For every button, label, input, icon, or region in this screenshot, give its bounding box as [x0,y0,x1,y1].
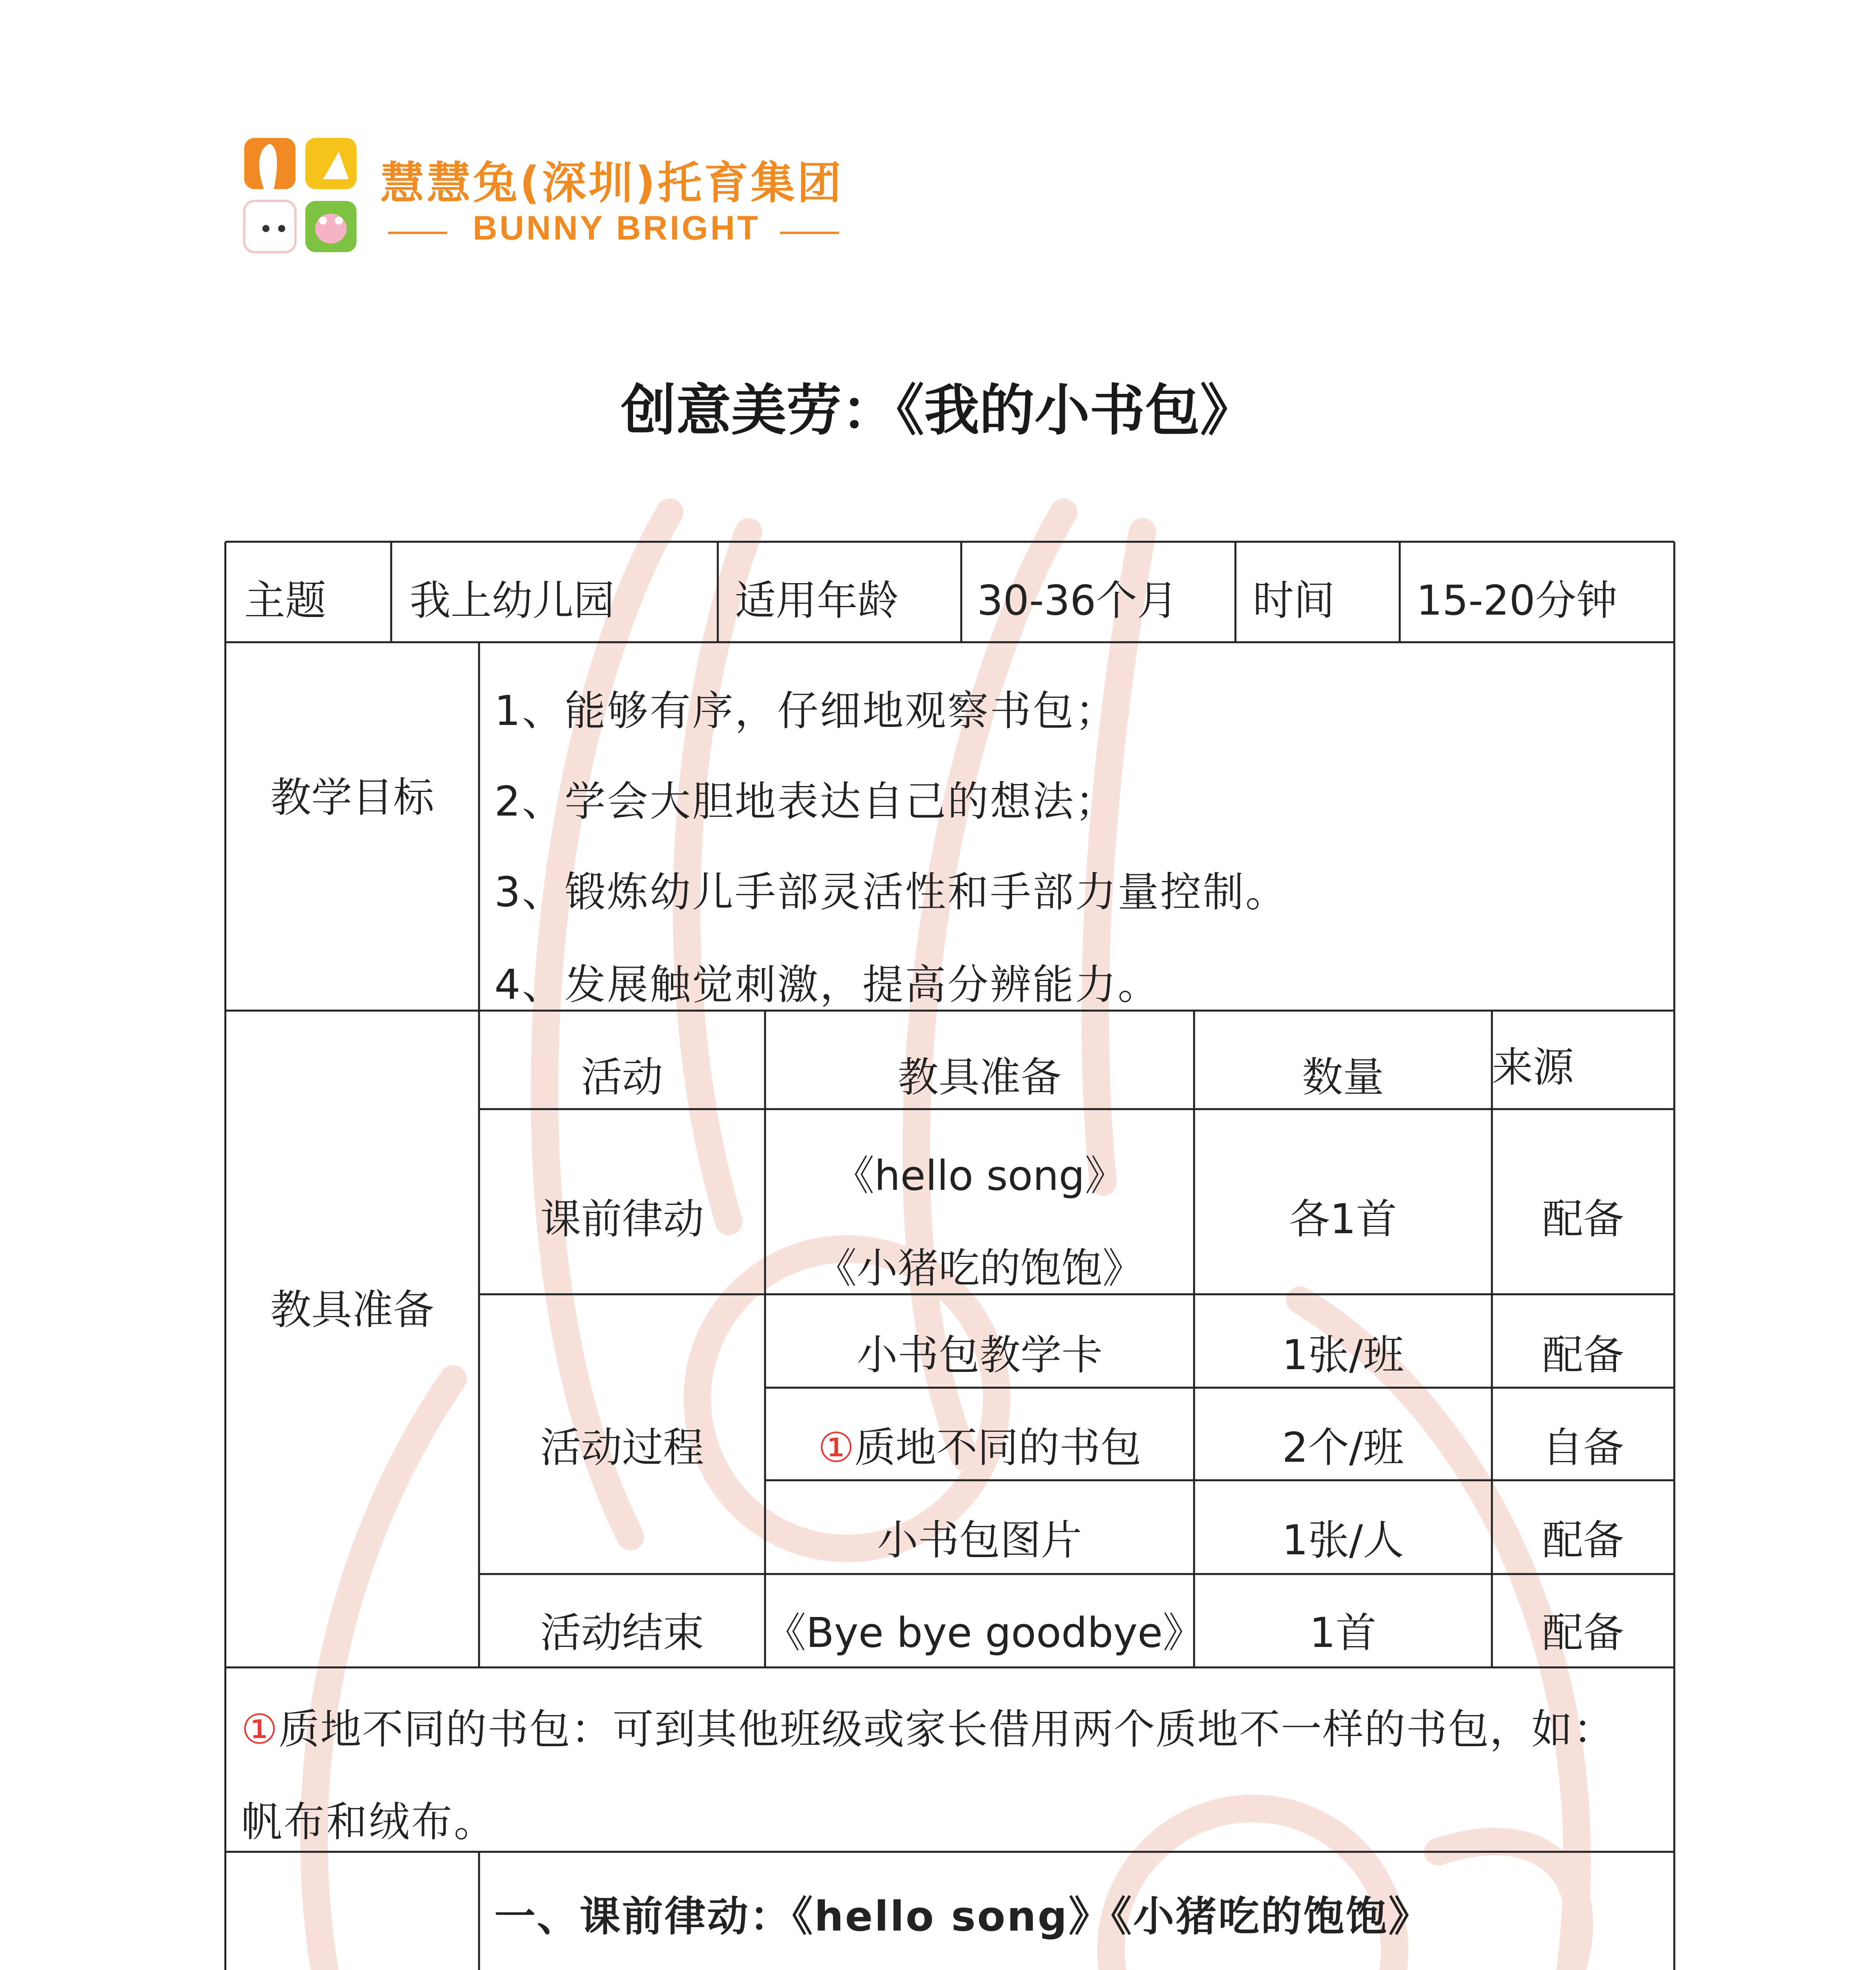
goal-item: 2、学会大胆地表达自己的想法； [494,777,1118,825]
materials-note-cont: 帆布和绒布。 [241,1798,497,1846]
note-text: 质地不同的书包：可到其他班级或家长借用两个质地不一样的书包，如： [279,1705,1615,1753]
age-value: 30-36个月 [977,576,1178,624]
materials-note [241,1696,1615,1755]
material-quantity: 1张/班 [1282,1331,1404,1379]
material-source: 配备 [1542,1331,1624,1379]
brand-name-cn: 慧慧兔(深圳)托育集团 [380,158,844,209]
footnote-marker: ① [817,1424,855,1472]
activity-pre-class: 课前律动 [540,1195,704,1243]
goal-item: 4、发展触觉刺激，提高分辨能力。 [494,961,1161,1009]
theme-label: 主题 [244,576,327,624]
col-header-activity: 活动 [581,1053,663,1101]
footnote-marker: ① [241,1705,279,1753]
material-source: 自备 [1542,1424,1624,1472]
goal-item: 3、锻炼幼儿手部灵活性和手部力量控制。 [494,868,1288,916]
bunny-bright-logo-icon [242,136,360,258]
brand-en-block [388,209,845,252]
activity-end: 活动结束 [540,1609,704,1657]
age-label: 适用年龄 [735,576,899,624]
material-item: 《Bye bye goodbye》 [765,1609,1204,1657]
material-item: 小书包教学卡 [856,1331,1103,1379]
col-header-source: 来源 [1492,1043,1574,1091]
goals-label: 教学目标 [270,773,434,821]
material-quantity: 1首 [1309,1609,1377,1657]
material-quantity: 各1首 [1289,1195,1397,1243]
col-header-quantity: 数量 [1302,1053,1384,1101]
col-header-materials: 教具准备 [897,1053,1062,1101]
material-item: 《hello song》 [833,1152,1126,1200]
page-title: 创意美劳：《我的小书包》 [620,378,1255,443]
divider [780,232,839,234]
activity-process: 活动过程 [540,1424,704,1472]
time-label: 时间 [1253,576,1335,624]
brand-name-en: BUNNY BRIGHT [473,209,760,247]
divider [388,232,447,234]
material-item [765,1414,1194,1474]
material-source: 配备 [1542,1195,1624,1243]
material-source: 配备 [1542,1516,1624,1564]
material-quantity: 2个/班 [1282,1424,1404,1472]
material-source: 配备 [1542,1609,1624,1657]
theme-value: 我上幼儿园 [410,576,615,624]
goal-item: 1、能够有序，仔细地观察书包； [494,687,1118,735]
material-quantity: 1张/人 [1282,1516,1404,1564]
material-item: 《小猪吃的饱饱》 [815,1244,1144,1292]
material-item-text: 质地不同的书包 [854,1424,1142,1472]
time-value: 15-20分钟 [1416,576,1618,624]
materials-label: 教具准备 [270,1286,434,1334]
step-section-title: 一、课前律动：《hello song》《小猪吃的饱饱》 [494,1892,1431,1940]
material-item: 小书包图片 [877,1516,1082,1564]
